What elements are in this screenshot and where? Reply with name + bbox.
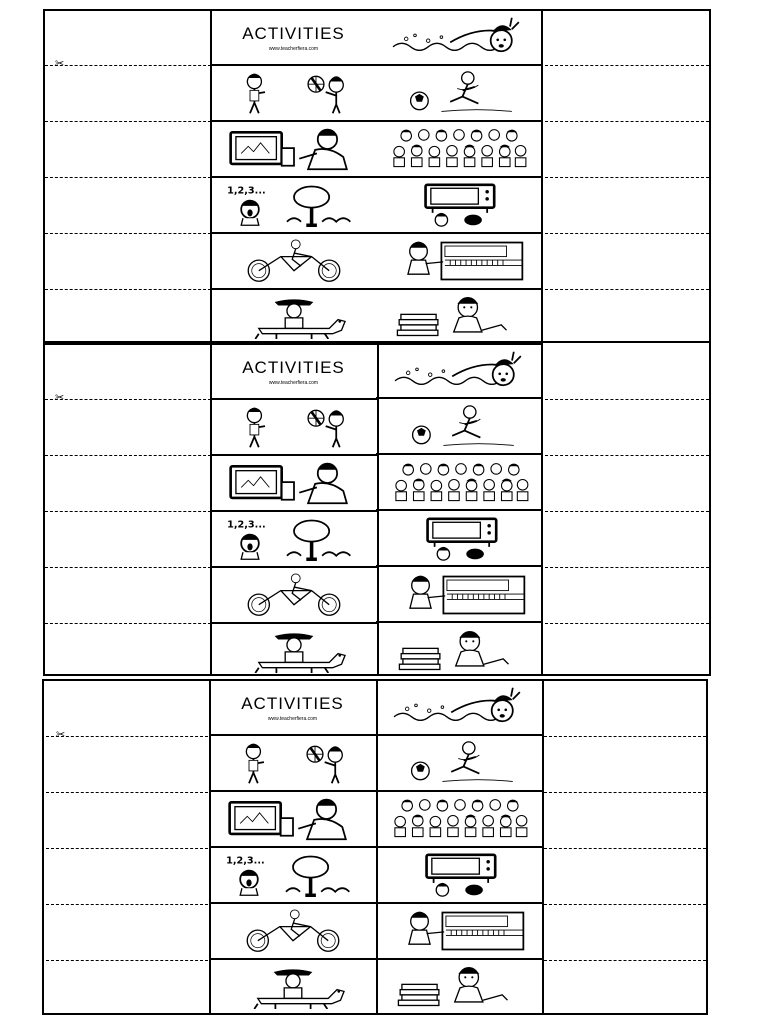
picture-reading-books xyxy=(382,627,540,675)
row-divider xyxy=(209,902,543,904)
cut-line xyxy=(545,233,709,234)
picture-using-computer xyxy=(214,795,372,843)
sheet-title: ACTIVITIES xyxy=(242,23,345,43)
cut-line xyxy=(45,623,211,624)
row-divider xyxy=(376,288,543,290)
cut-line xyxy=(545,567,709,568)
picture-watching-tv xyxy=(380,181,538,229)
cut-line xyxy=(45,121,211,122)
picture-playing-piano xyxy=(382,571,540,619)
picture-reading-books xyxy=(380,293,538,341)
row-divider xyxy=(210,288,378,290)
row-divider xyxy=(209,790,543,792)
picture-watching-tv xyxy=(382,515,540,563)
cut-line xyxy=(45,289,211,290)
cut-line xyxy=(45,399,211,400)
cut-line xyxy=(545,177,709,178)
website-url: www.teacherfiera.com xyxy=(267,715,318,722)
cut-line xyxy=(544,904,706,905)
row-divider xyxy=(376,621,543,623)
row-divider xyxy=(210,622,378,624)
picture-riding-bicycle xyxy=(214,907,372,955)
row-divider xyxy=(376,509,543,511)
picture-using-computer xyxy=(215,459,373,507)
picture-swimming xyxy=(381,684,539,732)
picture-riding-horse xyxy=(215,627,373,675)
row-divider xyxy=(209,734,543,736)
cut-line xyxy=(545,289,709,290)
row-divider xyxy=(210,566,378,568)
picture-playing-ball xyxy=(214,739,372,787)
title-cell xyxy=(211,11,376,64)
picture-counting-tree xyxy=(215,515,373,563)
picture-singing-choir xyxy=(381,795,539,843)
cut-line xyxy=(544,736,706,737)
row-divider xyxy=(210,176,378,178)
cut-line xyxy=(46,960,208,961)
picture-playing-football xyxy=(382,403,540,451)
cut-line xyxy=(46,904,208,905)
cut-line xyxy=(45,233,211,234)
activities-sheet-1-right xyxy=(376,9,543,343)
picture-counting-tree xyxy=(215,181,373,229)
title-cell xyxy=(211,345,376,398)
cut-line xyxy=(544,960,706,961)
cut-line xyxy=(45,177,211,178)
row-divider xyxy=(210,64,378,66)
blank-column-sheet-1 xyxy=(543,9,711,343)
cut-line xyxy=(545,623,709,624)
picture-playing-piano xyxy=(381,907,539,955)
cut-line xyxy=(46,848,208,849)
title-cell xyxy=(210,681,375,734)
row-divider xyxy=(376,397,543,399)
cut-line xyxy=(46,736,208,737)
cut-line xyxy=(46,792,208,793)
row-divider xyxy=(376,565,543,567)
cut-line xyxy=(545,65,709,66)
scissors-icon: ✂ xyxy=(56,729,66,741)
picture-watching-tv xyxy=(381,851,539,899)
cut-line xyxy=(545,455,709,456)
row-divider xyxy=(376,453,543,455)
cut-line xyxy=(45,65,211,66)
picture-counting-tree xyxy=(214,851,372,899)
row-divider xyxy=(376,176,543,178)
picture-playing-piano xyxy=(380,237,538,285)
row-divider xyxy=(210,454,378,456)
picture-singing-choir xyxy=(382,459,540,507)
picture-playing-ball xyxy=(215,69,373,117)
picture-swimming xyxy=(382,348,540,396)
blank-column-sheet-2 xyxy=(543,343,711,676)
sheet-title: ACTIVITIES xyxy=(241,693,344,713)
activities-sheet-3 xyxy=(42,679,708,1015)
scissors-icon: ✂ xyxy=(55,58,65,70)
picture-swimming xyxy=(380,14,538,62)
scissors-icon: ✂ xyxy=(55,392,65,404)
sheet-title: ACTIVITIES xyxy=(242,357,345,377)
cut-line xyxy=(545,121,709,122)
picture-using-computer xyxy=(215,125,373,173)
cut-line xyxy=(45,567,211,568)
row-divider xyxy=(209,958,543,960)
website-url: www.teacherfiera.com xyxy=(268,45,319,52)
picture-reading-books xyxy=(381,963,539,1011)
cut-line xyxy=(544,792,706,793)
row-divider xyxy=(376,232,543,234)
cut-line xyxy=(545,511,709,512)
row-divider xyxy=(209,846,543,848)
picture-playing-ball xyxy=(215,403,373,451)
row-divider xyxy=(376,120,543,122)
picture-riding-bicycle xyxy=(215,237,373,285)
cut-line xyxy=(544,848,706,849)
row-divider xyxy=(210,510,378,512)
row-divider xyxy=(210,232,378,234)
picture-playing-football xyxy=(381,739,539,787)
cut-line xyxy=(545,399,709,400)
website-url: www.teacherfiera.com xyxy=(268,379,319,386)
cut-line xyxy=(45,511,211,512)
row-divider xyxy=(376,64,543,66)
cut-line xyxy=(45,455,211,456)
picture-singing-choir xyxy=(380,125,538,173)
picture-riding-horse xyxy=(215,293,373,341)
picture-riding-horse xyxy=(214,963,372,1011)
picture-playing-football xyxy=(380,69,538,117)
picture-riding-bicycle xyxy=(215,571,373,619)
row-divider xyxy=(210,398,378,400)
row-divider xyxy=(210,120,378,122)
